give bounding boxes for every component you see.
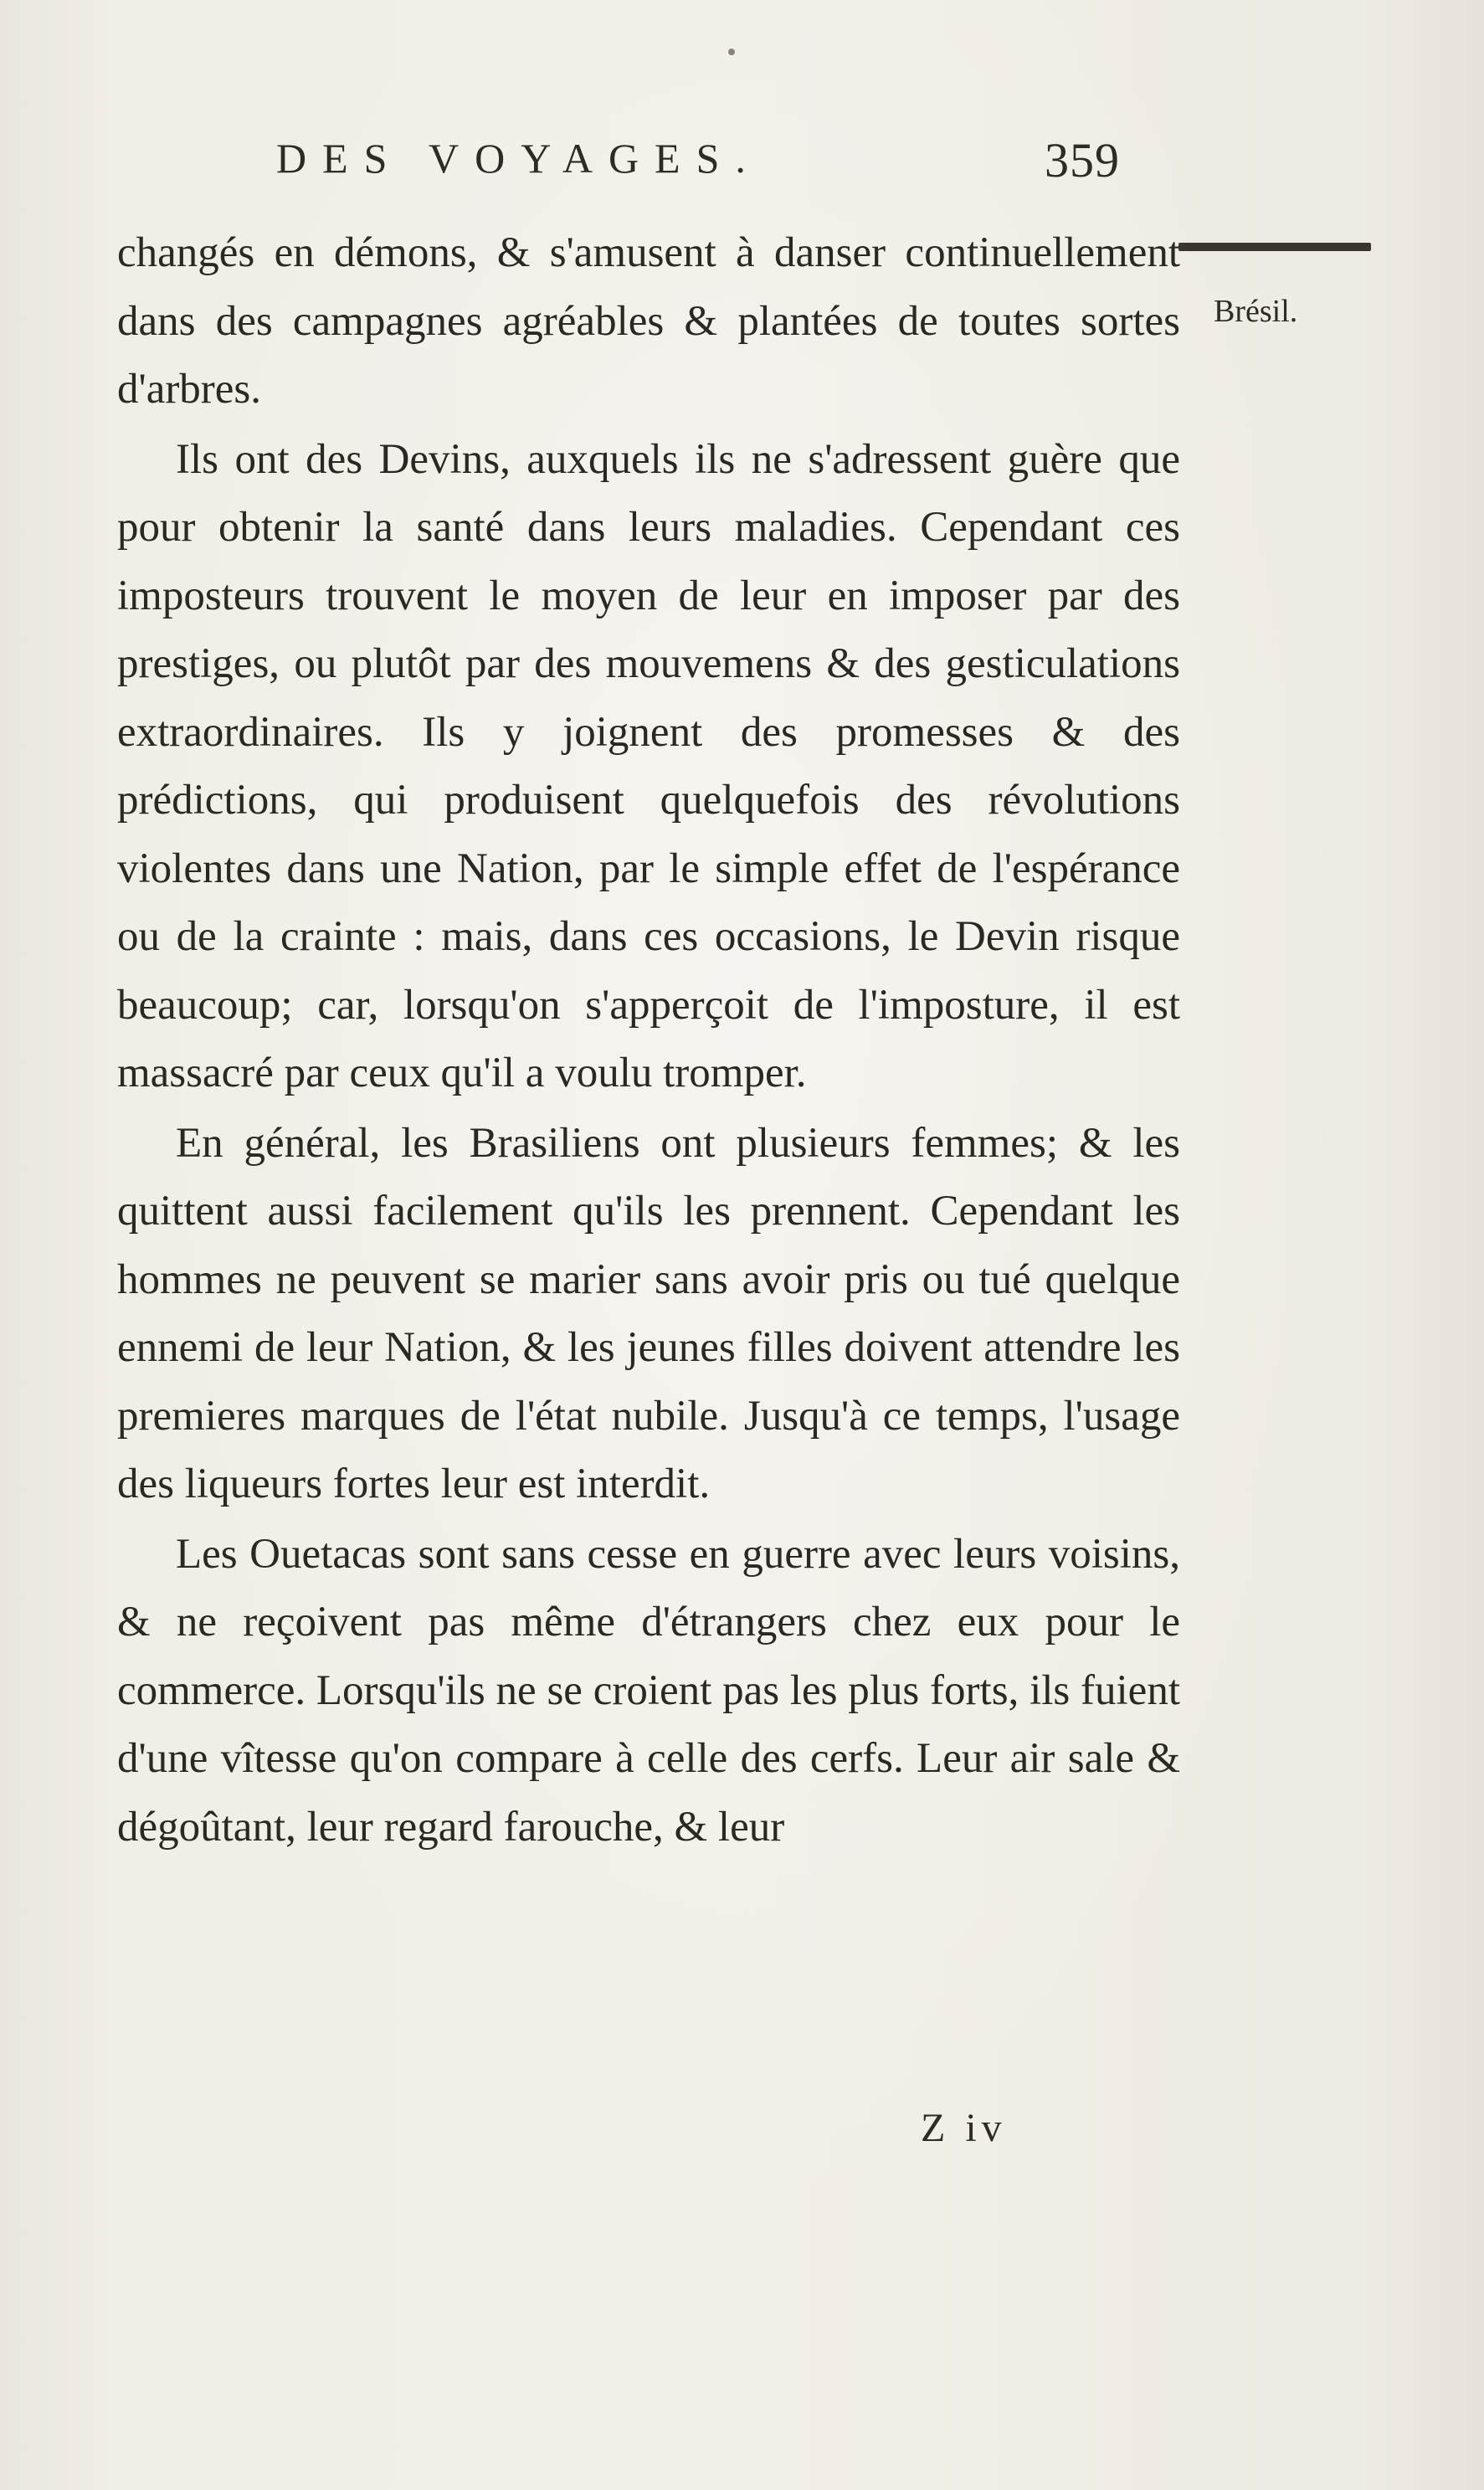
page-number: 359 (1045, 133, 1120, 187)
paragraph: changés en démons, & s'amusent à danser continuellement dans des campagnes agréables & plantées de toutes sortes d'arbres. (117, 229, 1180, 413)
paragraph: Ils ont des Devins, auxquels ils ne s'adressent guère que pour obtenir la santé dans leurs maladies. Cependant ces imposteurs trouvent le moyen de leur en imposer par des prestiges, ou plutôt par des mouvemens & des gesticulations extraordinaires. Ils y joignent des promesses & des prédictions, qui produisent quelquefois des révolutions violentes dans une Nation, par le simple effet de l'espérance ou de la crainte : mais, dans ces occasions, le Devin risque beaucoup; car, lorsqu'on s'apperçoit de l'imposture, il est massacré par ceux qu'il a voulu tromper. (117, 435, 1180, 1096)
margin-note: Brésil. (1214, 294, 1298, 329)
ink-dot (728, 49, 735, 55)
running-title: DES VOYAGES. (276, 135, 762, 182)
paragraph: Les Ouetacas sont sans cesse en guerre avec leurs voisins, & ne reçoivent pas même d'étrangers chez eux pour le commerce. Lorsqu'ils ne se croient pas les plus forts, ils fuient d'une vîtesse qu'on compare à celle des cerfs. Leur air sale & dégoûtant, leur regard farouche, & leur (117, 1530, 1180, 1851)
margin-rule (1178, 243, 1371, 251)
paragraph: En général, les Brasiliens ont plusieurs femmes; & les quittent aussi facilement qu'ils les prennent. Cependant les hommes ne peuvent se marier sans avoir pris ou tué quelque ennemi de leur Nation, & les jeunes filles doivent attendre les premieres marques de l'état nubile. Jusqu'à ce temps, l'usage des liqueurs fortes leur est interdit. (117, 1119, 1180, 1507)
body-text (117, 219, 1180, 1861)
signature-mark: Z iv (921, 2106, 1007, 2150)
